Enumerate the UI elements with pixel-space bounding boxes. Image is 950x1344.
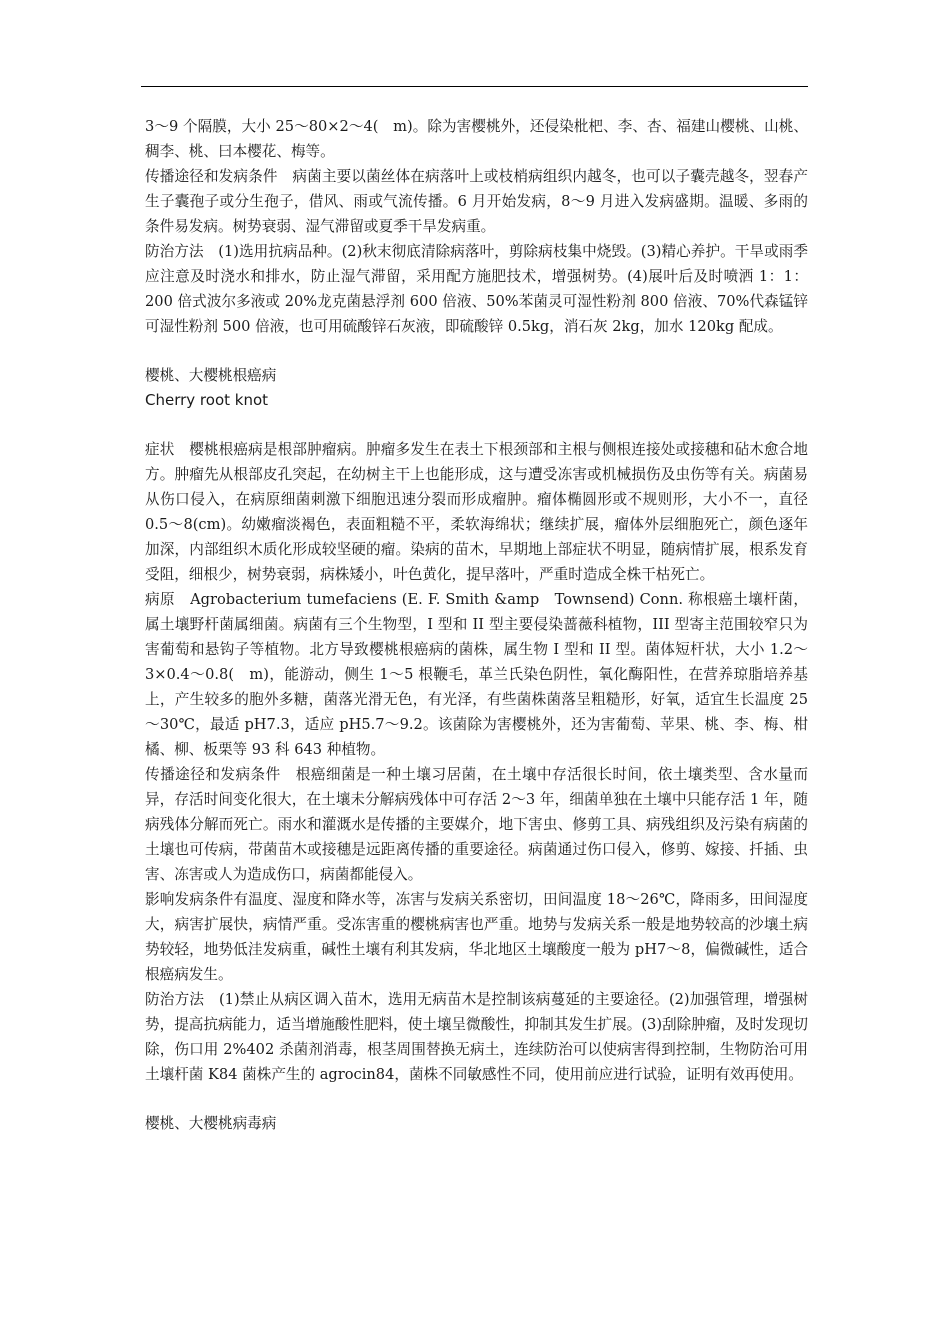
section-title-virus: 樱桃、大樱桃病毒病 (145, 1115, 277, 1132)
section-title-root-knot-en: Cherry root knot (145, 391, 269, 409)
paragraph-transmission-1: 传播途径和发病条件 病菌主要以菌丝体在病落叶上或枝梢病组织内越冬，也可以子囊壳越冬，翌春产生子囊孢子或分生孢子，借风、雨或气流传播。6 月开始发病，8～9 月进入发病盛期。温暖、多雨的条件易发病。树势衰弱、湿气滞留或夏季干旱发病重。 (145, 168, 808, 235)
spacer (145, 1087, 808, 1111)
spacer (145, 413, 808, 437)
paragraph-transmission-2: 传播途径和发病条件 根癌细菌是一种土壤习居菌，在土壤中存活很长时间，依土壤类型、含水量而异，存活时间变化很大，在土壤未分解病残体中可存活 2～3 年，细菌单独在土壤中只能存活 1 年，随病残体分解而死亡。雨水和灌溉水是传播的主要媒介，地下害虫、修剪工具、病残组织及污染有病菌的土壤也可传病，带菌苗木或接穗是远距离传播的重要途径。病菌通过伤口侵入，修剪、嫁接、扦插、虫害、冻害或人为造成伤口，病菌都能侵入。 (145, 766, 808, 883)
document-body (145, 114, 808, 1136)
paragraph-factors: 影响发病条件有温度、湿度和降水等，冻害与发病关系密切，田间温度 18～26℃，降雨多，田间湿度大，病害扩展快，病情严重。受冻害重的樱桃病害也严重。地势与发病关系一般是地势较高的沙壤土病势较轻，地势低洼发病重，碱性土壤有利其发病，华北地区土壤酸度一般为 pH7～8，偏微碱性，适合根癌病发生。 (145, 891, 808, 983)
spacer (145, 339, 808, 363)
header-rule (141, 86, 808, 87)
paragraph-control-2: 防治方法 (1)禁止从病区调入苗木，选用无病苗木是控制该病蔓延的主要途径。(2)加强管理，增强树势，提高抗病能力，适当增施酸性肥料，使土壤呈微酸性，抑制其发生扩展。(3)刮除肿瘤，及时发现切除，伤口用 2%402 杀菌剂消毒，根茎周围替换无病土，连续防治可以使病害得到控制，生物防治可用土壤杆菌 K84 菌株产生的 agrocin84，菌株不同敏感性不同，使用前应进行试验，证明有效再使用。 (145, 991, 808, 1083)
section-title-root-knot: 樱桃、大樱桃根癌病 (145, 367, 277, 384)
paragraph-symptoms: 症状 樱桃根癌病是根部肿瘤病。肿瘤多发生在表土下根颈部和主根与侧根连接处或接穗和砧木愈合地方。肿瘤先从根部皮孔突起，在幼树主干上也能形成，这与遭受冻害或机械损伤及虫伤等有关。病菌易从伤口侵入，在病原细菌刺激下细胞迅速分裂而形成瘤肿。瘤体椭圆形或不规则形，大小不一，直径 0.5～8(cm)。幼嫩瘤淡褐色，表面粗糙不平，柔软海绵状；继续扩展，瘤体外层细胞死亡，颜色逐年加深，内部组织木质化形成较坚硬的瘤。染病的苗木，早期地上部症状不明显，随病情扩展，根系发育受阻，细根少，树势衰弱，病株矮小，叶色黄化，提早落叶，严重时造成全株干枯死亡。 (145, 441, 808, 583)
paragraph-control-1: 防治方法 (1)选用抗病品种。(2)秋末彻底清除病落叶，剪除病枝集中烧毁。(3)精心养护。干旱或雨季应注意及时浇水和排水，防止湿气滞留，采用配方施肥技术，增强树势。(4)展叶后及时喷洒 1：1：200 倍式波尔多液或 20%龙克菌悬浮剂 600 倍液、50%苯菌灵可湿性粉剂 800 倍液、70%代森锰锌可湿性粉剂 500 倍液，也可用硫酸锌石灰液，即硫酸锌 0.5kg，消石灰 2kg，加水 120kg 配成。 (145, 243, 808, 335)
paragraph-pathogen: 病原 Agrobacterium tumefaciens (E. F. Smith &amp Townsend) Conn. 称根癌土壤杆菌，属土壤野杆菌属细菌。病菌有三个生物型，I 型和 II 型主要侵染蔷薇科植物，III 型寄主范围较窄只为害葡萄和悬钩子等植物。北方导致樱桃根癌病的菌株，属生物 I 型和 II 型。菌体短杆状，大小 1.2～3×0.4～0.8( m)，能游动，侧生 1～5 根鞭毛，革兰氏染色阴性，氧化酶阳性，在营养琼脂培养基上，产生较多的胞外多糖，菌落光滑无色，有光泽，有些菌株菌落呈粗糙形，好氧，适宜生长温度 25～30℃，最适 pH7.3，适应 pH5.7～9.2。该菌除为害樱桃外，还为害葡萄、苹果、桃、李、梅、柑橘、柳、板栗等 93 科 643 种植物。 (145, 591, 808, 758)
paragraph-spores: 3～9 个隔膜，大小 25～80×2～4( m)。除为害樱桃外，还侵染枇杷、李、杏、福建山樱桃、山桃、稠李、桃、曰本樱花、梅等。 (145, 118, 808, 160)
